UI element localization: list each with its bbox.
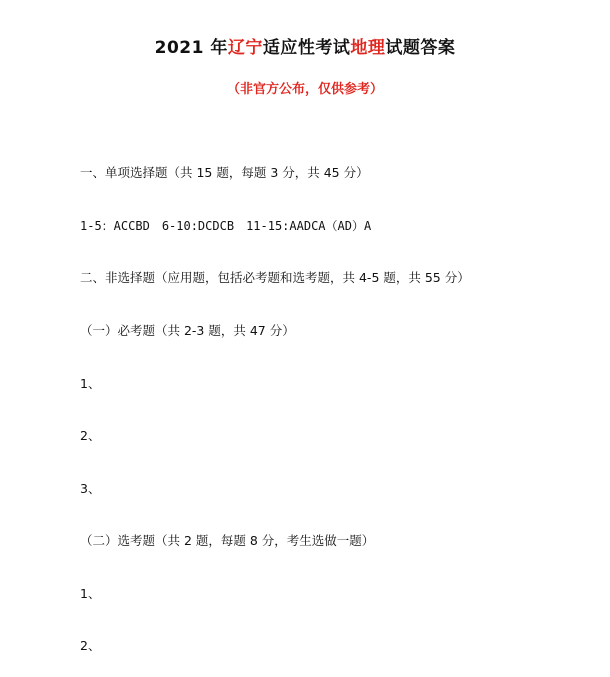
page-subtitle: （非官方公布，仅供参考） <box>226 82 383 97</box>
page-title <box>0 33 610 58</box>
title-province: 辽宁 <box>227 38 263 58</box>
answer-group-1: 1-5：ACCBD <box>80 219 150 233</box>
answer-group-3: 11-15:AADCA（AD）A <box>246 219 372 233</box>
part2-heading: （二）选考题（共 2 题，每题 8 分，考生选做一题） <box>80 533 375 548</box>
part1-item: 2、 <box>80 428 101 443</box>
title-middle: 适应性考试 <box>262 38 351 58</box>
section1-answers <box>80 218 371 234</box>
part2-item: 1、 <box>80 586 101 601</box>
section2-heading: 二、非选择题（应用题，包括必考题和选考题，共 4-5 题，共 55 分） <box>80 270 470 285</box>
title-year: 2021 年 <box>154 38 228 58</box>
section1-heading: 一、单项选择题（共 15 题，每题 3 分，共 45 分） <box>80 165 369 180</box>
part2-item: 2、 <box>80 638 101 653</box>
answer-group-2: 6-10:DCDCB <box>161 219 235 233</box>
title-suffix: 试题答案 <box>385 38 456 58</box>
part1-heading: （一）必考题（共 2-3 题，共 47 分） <box>80 323 295 338</box>
title-subject: 地理 <box>350 38 386 58</box>
part1-item: 3、 <box>80 481 101 496</box>
part1-item: 1、 <box>80 376 101 391</box>
